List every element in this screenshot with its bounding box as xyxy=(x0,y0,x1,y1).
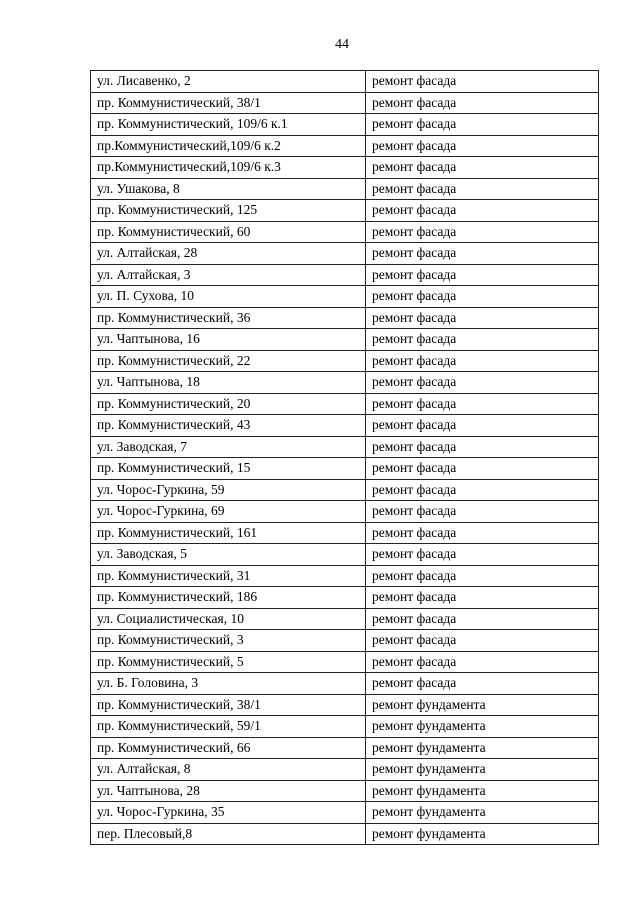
table-row xyxy=(91,802,599,824)
address-cell: пр. Коммунистический, 31 xyxy=(91,565,366,587)
address-cell: ул. Социалистическая, 10 xyxy=(91,608,366,630)
address-cell: пр. Коммунистический, 186 xyxy=(91,587,366,609)
address-cell: ул. П. Сухова, 10 xyxy=(91,286,366,308)
address-cell: ул. Алтайская, 8 xyxy=(91,759,366,781)
work-type-cell: ремонт фасада xyxy=(366,71,599,93)
table-row xyxy=(91,393,599,415)
table-row xyxy=(91,823,599,845)
table-row xyxy=(91,350,599,372)
table-row xyxy=(91,565,599,587)
work-type-cell: ремонт фасада xyxy=(366,92,599,114)
work-type-cell: ремонт фасада xyxy=(366,178,599,200)
address-cell: пер. Плесовый,8 xyxy=(91,823,366,845)
work-type-cell: ремонт фундамента xyxy=(366,823,599,845)
address-cell: ул. Заводская, 5 xyxy=(91,544,366,566)
work-type-cell: ремонт фундамента xyxy=(366,694,599,716)
work-type-cell: ремонт фасада xyxy=(366,307,599,329)
table-row xyxy=(91,522,599,544)
address-cell: ул. Чорос-Гуркина, 59 xyxy=(91,479,366,501)
table-row xyxy=(91,458,599,480)
address-cell: пр. Коммунистический, 3 xyxy=(91,630,366,652)
work-type-cell: ремонт фасада xyxy=(366,157,599,179)
work-type-cell: ремонт фундамента xyxy=(366,737,599,759)
work-type-cell: ремонт фасада xyxy=(366,630,599,652)
work-type-cell: ремонт фасада xyxy=(366,651,599,673)
address-cell: пр. Коммунистический, 109/6 к.1 xyxy=(91,114,366,136)
work-type-cell: ремонт фасада xyxy=(366,114,599,136)
address-cell: ул. Ушакова, 8 xyxy=(91,178,366,200)
table-row xyxy=(91,436,599,458)
table-row xyxy=(91,630,599,652)
table-row xyxy=(91,114,599,136)
table-row xyxy=(91,264,599,286)
table-row xyxy=(91,157,599,179)
address-cell: ул. Заводская, 7 xyxy=(91,436,366,458)
table-row xyxy=(91,71,599,93)
table-body xyxy=(91,71,599,845)
work-type-cell: ремонт фасада xyxy=(366,544,599,566)
table-row xyxy=(91,737,599,759)
address-cell: пр. Коммунистический, 22 xyxy=(91,350,366,372)
address-cell: пр. Коммунистический, 161 xyxy=(91,522,366,544)
address-cell: пр. Коммунистический, 20 xyxy=(91,393,366,415)
table-row xyxy=(91,243,599,265)
work-type-cell: ремонт фасада xyxy=(366,673,599,695)
work-type-cell: ремонт фасада xyxy=(366,501,599,523)
address-cell: пр.Коммунистический,109/6 к.3 xyxy=(91,157,366,179)
address-cell: пр. Коммунистический, 43 xyxy=(91,415,366,437)
address-cell: ул. Чаптынова, 18 xyxy=(91,372,366,394)
address-cell: пр. Коммунистический, 59/1 xyxy=(91,716,366,738)
work-type-cell: ремонт фасада xyxy=(366,458,599,480)
table-row xyxy=(91,651,599,673)
table-row xyxy=(91,135,599,157)
work-type-cell: ремонт фасада xyxy=(366,608,599,630)
address-cell: пр. Коммунистический, 36 xyxy=(91,307,366,329)
table-row xyxy=(91,780,599,802)
table-row xyxy=(91,759,599,781)
work-type-cell: ремонт фасада xyxy=(366,329,599,351)
work-type-cell: ремонт фасада xyxy=(366,436,599,458)
work-type-cell: ремонт фасада xyxy=(366,243,599,265)
address-cell: пр. Коммунистический, 125 xyxy=(91,200,366,222)
table-row xyxy=(91,372,599,394)
work-type-cell: ремонт фасада xyxy=(366,565,599,587)
table-row xyxy=(91,92,599,114)
work-type-cell: ремонт фундамента xyxy=(366,759,599,781)
table-row xyxy=(91,286,599,308)
address-cell: ул. Чаптынова, 16 xyxy=(91,329,366,351)
table-row xyxy=(91,501,599,523)
work-type-cell: ремонт фасада xyxy=(366,393,599,415)
address-cell: ул. Алтайская, 28 xyxy=(91,243,366,265)
work-type-cell: ремонт фундамента xyxy=(366,716,599,738)
address-cell: ул. Алтайская, 3 xyxy=(91,264,366,286)
work-type-cell: ремонт фундамента xyxy=(366,780,599,802)
table-row xyxy=(91,608,599,630)
table-row xyxy=(91,587,599,609)
address-cell: ул. Лисавенко, 2 xyxy=(91,71,366,93)
table-row xyxy=(91,329,599,351)
table-container xyxy=(90,70,599,845)
table-row xyxy=(91,716,599,738)
address-cell: пр. Коммунистический, 15 xyxy=(91,458,366,480)
address-cell: пр.Коммунистический,109/6 к.2 xyxy=(91,135,366,157)
address-work-table xyxy=(90,70,599,845)
address-cell: ул. Чорос-Гуркина, 69 xyxy=(91,501,366,523)
address-cell: пр. Коммунистический, 38/1 xyxy=(91,694,366,716)
work-type-cell: ремонт фасада xyxy=(366,264,599,286)
table-row xyxy=(91,221,599,243)
table-row xyxy=(91,415,599,437)
work-type-cell: ремонт фасада xyxy=(366,286,599,308)
work-type-cell: ремонт фундамента xyxy=(366,802,599,824)
work-type-cell: ремонт фасада xyxy=(366,415,599,437)
address-cell: ул. Б. Головина, 3 xyxy=(91,673,366,695)
table-row xyxy=(91,673,599,695)
address-cell: пр. Коммунистический, 60 xyxy=(91,221,366,243)
address-cell: ул. Чорос-Гуркина, 35 xyxy=(91,802,366,824)
work-type-cell: ремонт фасада xyxy=(366,221,599,243)
table-row xyxy=(91,200,599,222)
table-row xyxy=(91,178,599,200)
address-cell: пр. Коммунистический, 66 xyxy=(91,737,366,759)
table-row xyxy=(91,544,599,566)
address-cell: пр. Коммунистический, 5 xyxy=(91,651,366,673)
table-row xyxy=(91,694,599,716)
work-type-cell: ремонт фасада xyxy=(366,372,599,394)
table-row xyxy=(91,479,599,501)
page-number: 44 xyxy=(335,37,349,52)
work-type-cell: ремонт фасада xyxy=(366,200,599,222)
work-type-cell: ремонт фасада xyxy=(366,350,599,372)
work-type-cell: ремонт фасада xyxy=(366,522,599,544)
work-type-cell: ремонт фасада xyxy=(366,479,599,501)
work-type-cell: ремонт фасада xyxy=(366,587,599,609)
table-row xyxy=(91,307,599,329)
work-type-cell: ремонт фасада xyxy=(366,135,599,157)
address-cell: ул. Чаптынова, 28 xyxy=(91,780,366,802)
address-cell: пр. Коммунистический, 38/1 xyxy=(91,92,366,114)
